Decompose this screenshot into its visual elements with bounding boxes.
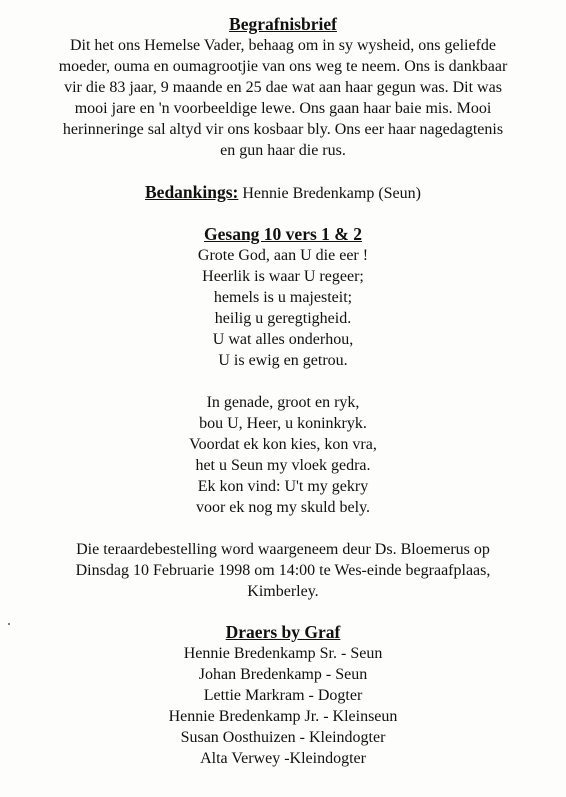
letter-line: vir die 83 jaar, 9 maande en 25 dae wat aan haar gegun was. Dit was [64,79,502,96]
bearers-title: Draers by Graf [225,622,341,642]
burial-line: Kimberley. [247,583,319,600]
letter-line: en gun haar die rus. [220,142,346,159]
spacer [0,371,566,392]
hymn-line: hemels is u majesteit; [213,289,353,306]
hymn-line: Heerlik is waar U regeer; [202,268,364,285]
letter-line: herinneringe sal altyd vir ons kosbaar bly. Ons eer haar nagedagtenis [62,121,504,138]
spacer [0,602,566,622]
letter-title: Begrafnisbrief [229,14,337,34]
bearer-name: Alta Verwey -Kleindogter [200,750,366,767]
hymn-line: Voordat ek kon kies, kon vra, [189,436,377,453]
burial-paragraph [0,539,566,602]
spacer [0,518,566,539]
letter-line: moeder, ouma en oumagrootjie van ons weg te neem. Ons is dankbaar [58,58,508,75]
bearer-name: Lettie Markram - Dogter [203,687,363,704]
burial-line: Dinsdag 10 Februarie 1998 om 14:00 te Wes-einde begraafplaas, [75,562,491,579]
hymn-line: het u Seun my vloek gedra. [195,457,371,474]
letter-line: Dit het ons Hemelse Vader, behaag om in sy wysheid, ons geliefde [69,37,497,54]
hymn-title: Gesang 10 vers 1 & 2 [204,224,362,244]
spacer [0,204,566,224]
hymn-line: Grote God, aan U die eer ! [197,247,369,264]
hymn-line: Ek kon vind: U't my gekry [197,478,369,495]
bearer-name: Hennie Bredenkamp Jr. - Kleinseun [168,708,398,725]
letter-paragraph [0,35,566,161]
hymn-line: In genade, groot en ryk, [206,394,360,411]
spacer [0,161,566,182]
scan-speck [8,623,10,625]
hymn-line: bou U, Heer, u koninkryk. [199,415,367,432]
hymn-verse-2 [0,392,566,518]
hymn-line: U wat alles onderhou, [212,331,354,348]
thanks-label: Bedankings: [145,182,239,202]
bearer-name: Susan Oosthuizen - Kleindogter [180,729,386,746]
thanks-name: Hennie Bredenkamp (Seun) [242,185,421,202]
bearer-name: Hennie Bredenkamp Sr. - Seun [183,645,383,662]
hymn-line: voor ek nog my skuld bely. [195,499,371,516]
thanks-line [0,182,566,204]
burial-line: Die teraardebestelling word waargeneem deur Ds. Bloemerus op [76,541,490,558]
bearer-name: Johan Bredenkamp - Seun [198,666,368,683]
bearers-list [0,643,566,769]
hymn-line: U is ewig en getrou. [218,352,348,369]
letter-line: mooi jare en 'n voorbeeldige lewe. Ons gaan haar baie mis. Mooi [74,100,492,117]
hymn-verse-1 [0,245,566,371]
hymn-line: heilig u geregtigheid. [214,310,352,327]
